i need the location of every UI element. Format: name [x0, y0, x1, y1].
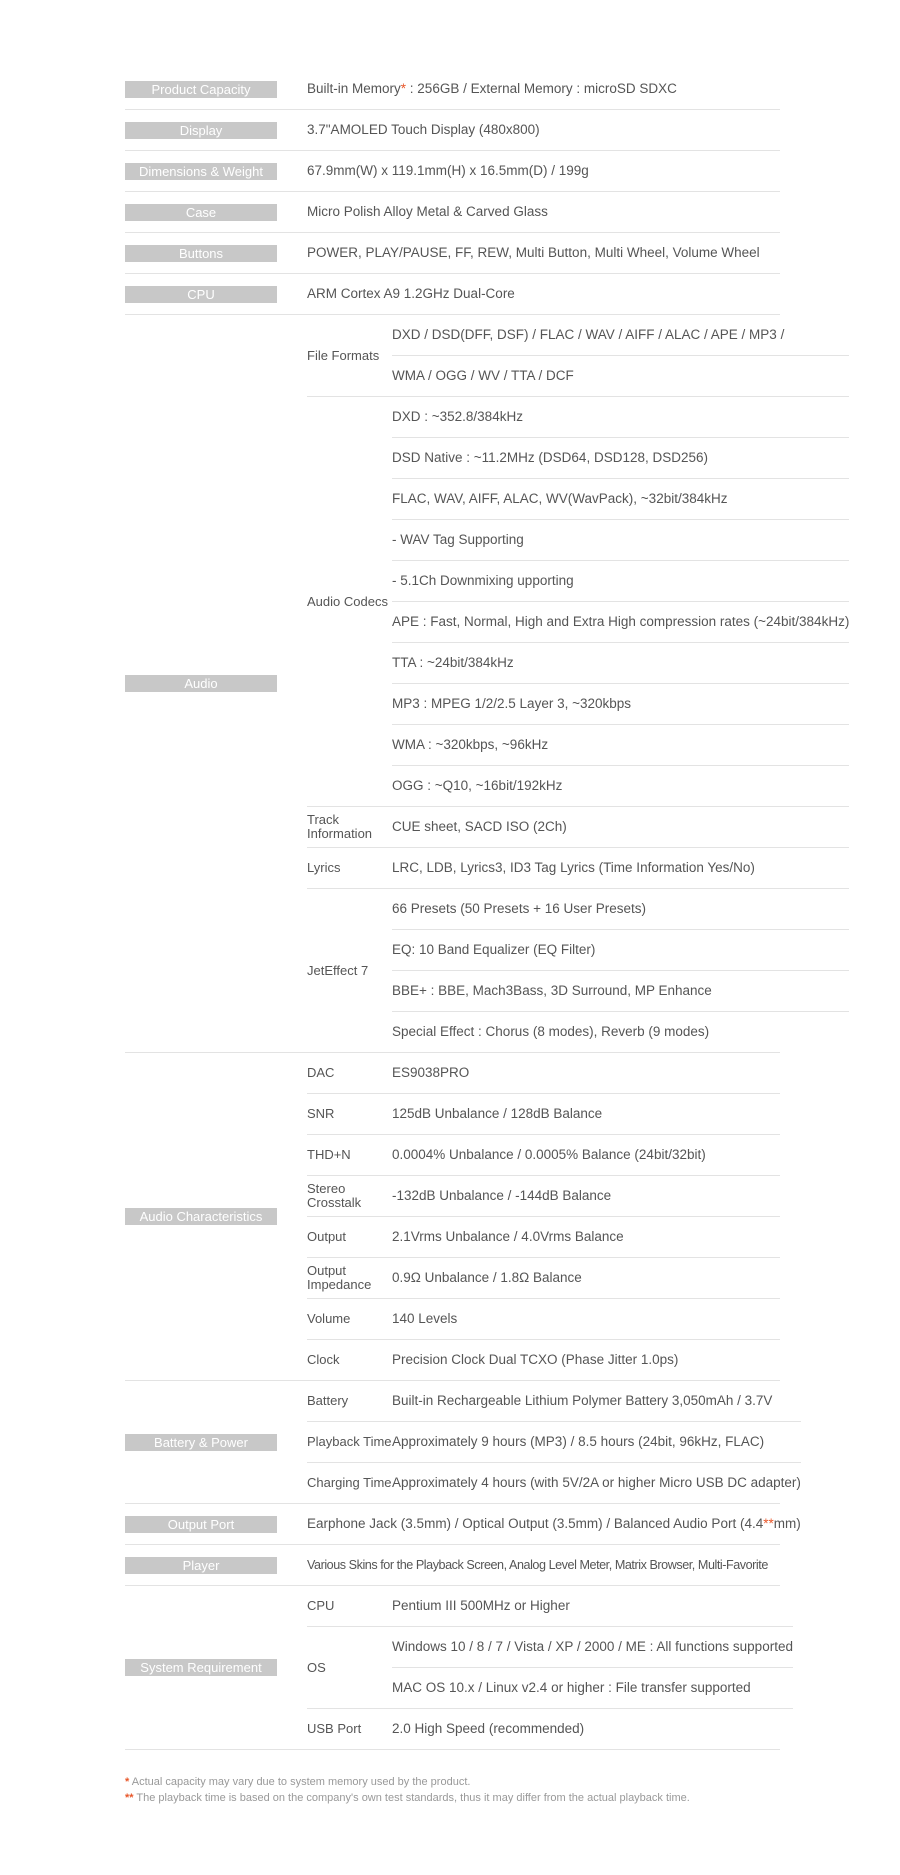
group-output: [307, 1217, 780, 1258]
row-dimensions: [125, 151, 780, 192]
sub-label: USB Port: [307, 1721, 362, 1736]
spec-value: 0.9Ω Unbalance / 1.8Ω Balance: [392, 1270, 582, 1285]
spec-value: 67.9mm(W) x 119.1mm(H) x 16.5mm(D) / 199g: [307, 163, 589, 178]
spec-value: EQ: 10 Band Equalizer (EQ Filter): [392, 930, 849, 971]
spec-value: - 5.1Ch Downmixing upporting: [392, 561, 849, 602]
group-playback-time: [307, 1422, 801, 1463]
spec-value: 140 Levels: [392, 1311, 458, 1326]
footnote-mark: *: [125, 1776, 130, 1788]
row-audio-characteristics: [125, 1053, 780, 1381]
spec-value: Pentium III 500MHz or Higher: [392, 1598, 570, 1613]
spec-value: TTA : ~24bit/384kHz: [392, 643, 849, 684]
spec-value: Windows 10 / 8 / 7 / Vista / XP / 2000 / ME : All functions supported: [392, 1627, 793, 1668]
spec-value: Built-in Rechargeable Lithium Polymer Battery 3,050mAh / 3.7V: [392, 1393, 773, 1408]
spec-value: 66 Presets (50 Presets + 16 User Presets): [392, 889, 849, 930]
sub-label: File Formats: [307, 347, 380, 363]
group-audio-codecs: [307, 397, 849, 807]
footnote: [125, 1774, 690, 1790]
spec-value: APE : Fast, Normal, High and Extra High compression rates (~24bit/384kHz): [392, 602, 849, 643]
sub-label: Clock: [307, 1352, 340, 1367]
sub-label: Output: [307, 1229, 347, 1244]
category-label: System Requirement: [125, 1659, 277, 1676]
group-system-cpu: [307, 1586, 793, 1627]
category-label: Battery & Power: [125, 1434, 277, 1451]
sub-label: JetEffect 7: [307, 962, 369, 978]
spec-value: 2.1Vrms Unbalance / 4.0Vrms Balance: [392, 1229, 624, 1244]
category-label: Audio Characteristics: [125, 1208, 277, 1225]
category-label: Product Capacity: [125, 81, 277, 98]
category-label: Case: [125, 204, 277, 221]
spec-value: DXD : ~352.8/384kHz: [392, 397, 849, 438]
group-track-information: [307, 807, 849, 848]
spec-value: DSD Native : ~11.2MHz (DSD64, DSD128, DSD256): [392, 438, 849, 479]
group-usb-port: [307, 1709, 793, 1749]
row-case: [125, 192, 780, 233]
row-cpu: [125, 274, 780, 315]
spec-value: BBE+ : BBE, Mach3Bass, 3D Surround, MP Enhance: [392, 971, 849, 1012]
group-clock: [307, 1340, 780, 1380]
spec-value: 0.0004% Unbalance / 0.0005% Balance (24bit/32bit): [392, 1147, 706, 1162]
spec-value: Earphone Jack (3.5mm) / Optical Output (3.5mm) / Balanced Audio Port (4.4**mm): [307, 1516, 801, 1531]
spec-value: WMA / OGG / WV / TTA / DCF: [392, 368, 574, 383]
sub-label: Battery: [307, 1393, 349, 1408]
row-display: [125, 110, 780, 151]
spec-value: Micro Polish Alloy Metal & Carved Glass: [307, 204, 548, 219]
row-output-port: [125, 1504, 801, 1545]
spec-table: [125, 69, 850, 1750]
group-lyrics: [307, 848, 849, 889]
row-product-capacity: [125, 69, 780, 110]
sub-label: Charging Time: [307, 1475, 392, 1490]
sub-label: DAC: [307, 1065, 335, 1080]
sub-label: Lyrics: [307, 860, 341, 875]
category-label: Dimensions & Weight: [125, 163, 277, 180]
spec-value: 3.7"AMOLED Touch Display (480x800): [307, 122, 540, 137]
spec-value: FLAC, WAV, AIFF, ALAC, WV(WavPack), ~32bit/384kHz: [392, 479, 849, 520]
category-label: CPU: [125, 286, 277, 303]
row-audio: [125, 315, 850, 1053]
footnote: [125, 1790, 690, 1806]
group-thd: [307, 1135, 780, 1176]
category-label: Player: [125, 1557, 277, 1574]
sub-label: SNR: [307, 1106, 335, 1121]
sub-label: Track Information: [307, 812, 373, 841]
group-output-impedance: [307, 1258, 780, 1299]
spec-value: 125dB Unbalance / 128dB Balance: [392, 1106, 603, 1121]
spec-value: Built-in Memory* : 256GB / External Memory : microSD SDXC: [307, 81, 677, 96]
spec-value: OGG : ~Q10, ~16bit/192kHz: [392, 778, 563, 793]
row-system-requirement: [125, 1586, 793, 1750]
spec-value: CUE sheet, SACD ISO (2Ch): [392, 819, 567, 834]
category-label: Output Port: [125, 1516, 277, 1533]
sub-label: Playback Time: [307, 1434, 392, 1449]
spec-value: Approximately 9 hours (MP3) / 8.5 hours (24bit, 96kHz, FLAC): [392, 1434, 765, 1449]
row-buttons: [125, 233, 780, 274]
group-snr: [307, 1094, 780, 1135]
category-label: Buttons: [125, 245, 277, 262]
category-label: Display: [125, 122, 277, 139]
group-charging-time: [307, 1463, 801, 1503]
spec-value: Various Skins for the Playback Screen, Analog Level Meter, Matrix Browser, Multi-Favorite: [307, 1558, 768, 1572]
sub-label: THD+N: [307, 1147, 351, 1162]
spec-value: MAC OS 10.x / Linux v2.4 or higher : File transfer supported: [392, 1680, 751, 1695]
spec-value: POWER, PLAY/PAUSE, FF, REW, Multi Button, Multi Wheel, Volume Wheel: [307, 245, 760, 260]
spec-value: 2.0 High Speed (recommended): [392, 1721, 585, 1736]
sub-label: Stereo Crosstalk: [307, 1181, 362, 1210]
spec-value: - WAV Tag Supporting: [392, 520, 849, 561]
group-system-os: [307, 1627, 793, 1709]
spec-value: MP3 : MPEG 1/2/2.5 Layer 3, ~320kbps: [392, 684, 849, 725]
group-file-formats: [307, 315, 849, 397]
spec-value: DXD / DSD(DFF, DSF) / FLAC / WAV / AIFF / ALAC / APE / MP3 /: [392, 315, 849, 356]
group-jeteffect: [307, 889, 849, 1052]
spec-value: -132dB Unbalance / -144dB Balance: [392, 1188, 612, 1203]
spec-value: ARM Cortex A9 1.2GHz Dual-Core: [307, 286, 515, 301]
footnote-mark: **: [763, 1516, 774, 1531]
category-label: Audio: [125, 675, 277, 692]
spec-value: Precision Clock Dual TCXO (Phase Jitter 1.0ps): [392, 1352, 679, 1367]
spec-value: ES9038PRO: [392, 1065, 470, 1080]
footnote-text: The playback time is based on the company's own test standards, thus it may differ from the actual playback time.: [133, 1792, 690, 1804]
spec-value: Approximately 4 hours (with 5V/2A or higher Micro USB DC adapter): [392, 1475, 801, 1490]
group-dac: [307, 1053, 780, 1094]
group-crosstalk: [307, 1176, 780, 1217]
sub-label: Volume: [307, 1311, 351, 1326]
footnote-text: Actual capacity may vary due to system memory used by the product.: [129, 1776, 471, 1788]
spec-value: WMA : ~320kbps, ~96kHz: [392, 725, 849, 766]
spec-value: LRC, LDB, Lyrics3, ID3 Tag Lyrics (Time Information Yes/No): [392, 860, 755, 875]
row-battery-power: [125, 1381, 801, 1504]
footnote-mark: *: [400, 81, 407, 96]
sub-label: Audio Codecs: [307, 593, 388, 609]
sub-label: CPU: [307, 1598, 335, 1613]
footnotes: [125, 1774, 690, 1806]
sub-label: Output Impedance: [307, 1263, 372, 1292]
group-volume: [307, 1299, 780, 1340]
group-battery: [307, 1381, 801, 1422]
footnote-mark: **: [125, 1792, 134, 1804]
spec-value: Special Effect : Chorus (8 modes), Reverb (9 modes): [392, 1024, 710, 1039]
row-player: [125, 1545, 780, 1586]
sub-label: OS: [307, 1659, 326, 1675]
